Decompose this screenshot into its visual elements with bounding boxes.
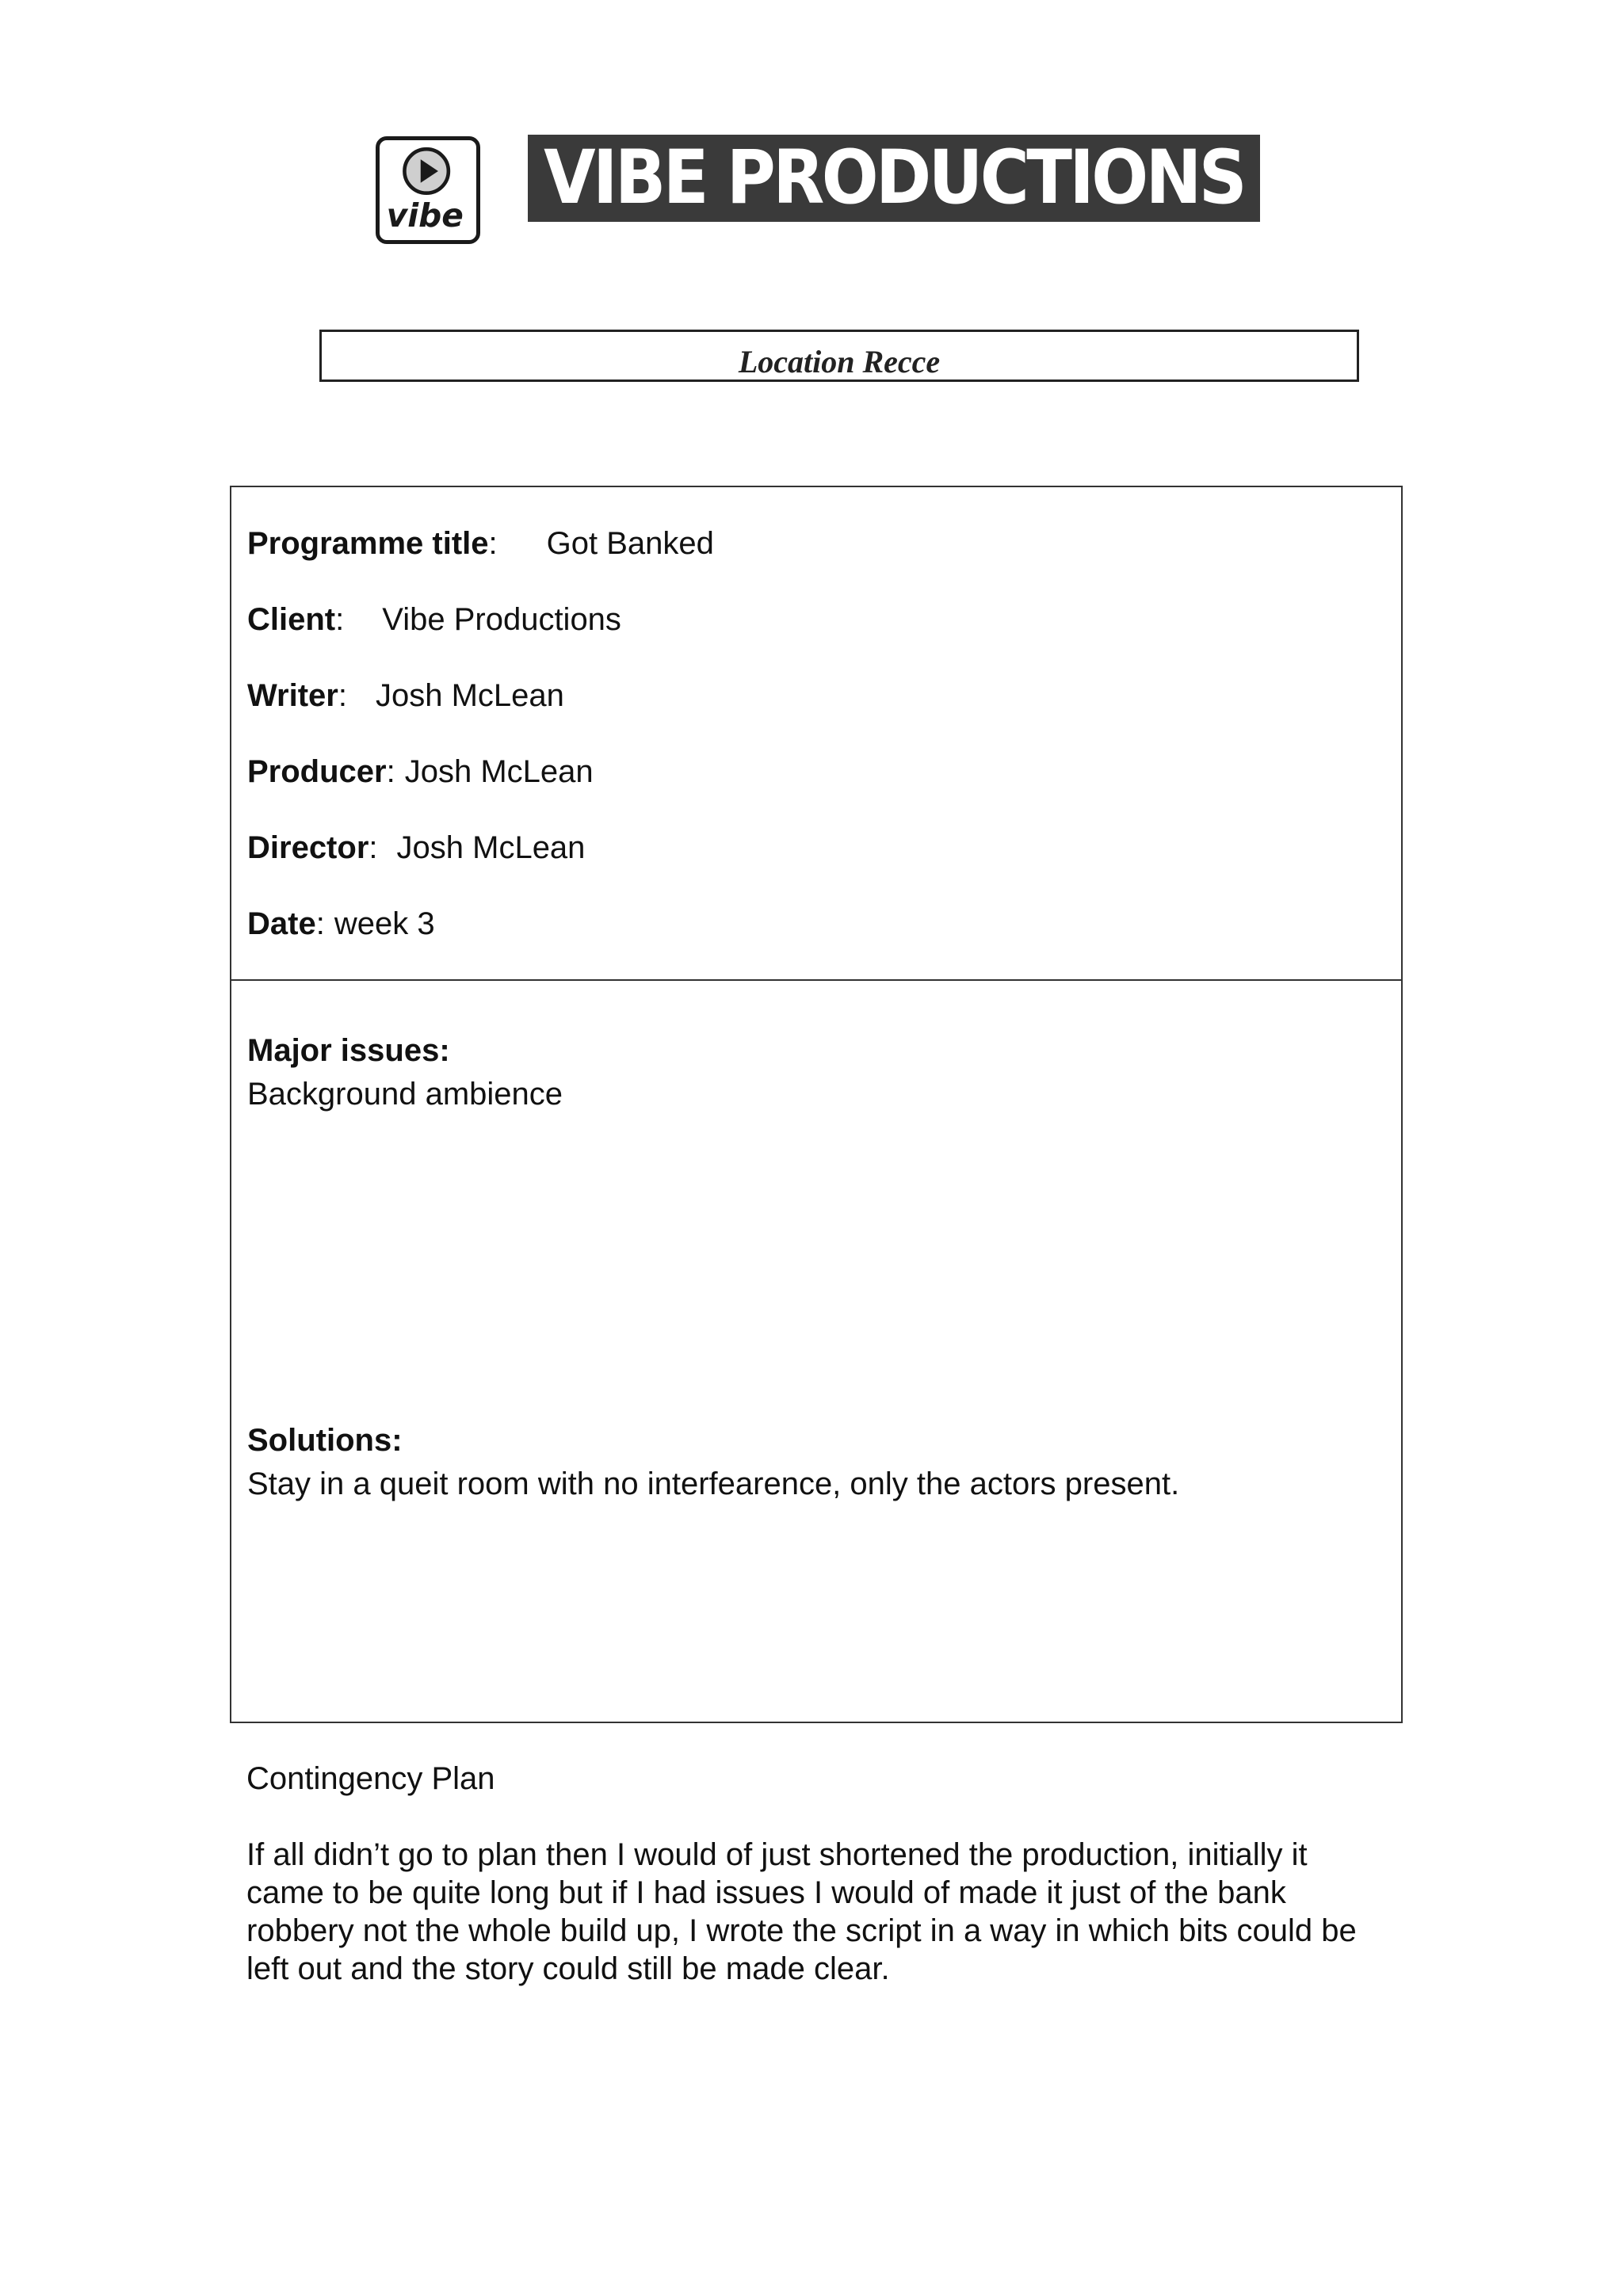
contingency-text: If all didn’t go to plan then I would of just shortened the production, initially it came to be quite long but if I had issues I would of made it just of the bank robbery not the whole build up, I wrote the script in a way in which bits could be left out and the story could still be made clear. xyxy=(246,1837,1357,1986)
director-label: Director xyxy=(247,830,369,865)
major-issues-text: Background ambience xyxy=(247,1077,563,1112)
programme-title-label: Programme title xyxy=(247,526,489,561)
writer-row xyxy=(247,677,564,715)
programme-title-value: Got Banked xyxy=(546,526,714,561)
producer-row xyxy=(247,753,594,791)
date-row xyxy=(247,905,435,943)
title-box xyxy=(319,330,1359,382)
document-title: Location Recce xyxy=(738,344,941,379)
director-row xyxy=(247,829,585,867)
play-icon xyxy=(380,140,476,240)
vibe-logo-banner xyxy=(528,135,1260,222)
major-issues-heading: Major issues: xyxy=(247,1033,450,1068)
producer-label: Producer xyxy=(247,754,387,789)
solutions-text: Stay in a queit room with no interfearence, only the actors present. xyxy=(247,1466,1180,1501)
director-separator: : xyxy=(369,830,378,865)
client-row xyxy=(247,601,621,639)
client-value: Vibe Productions xyxy=(382,602,621,637)
date-label: Date xyxy=(247,906,316,941)
producer-separator: : xyxy=(386,754,395,789)
client-separator: : xyxy=(335,602,345,637)
client-label: Client xyxy=(247,602,336,637)
contingency-heading: Contingency Plan xyxy=(246,1761,495,1796)
writer-value: Josh McLean xyxy=(375,678,564,713)
solutions-heading: Solutions: xyxy=(247,1423,403,1458)
date-separator: : xyxy=(315,906,325,941)
vibe-logo-icon xyxy=(376,136,480,244)
logo-icon-text: vibe xyxy=(386,196,464,235)
recce-table xyxy=(230,486,1403,1723)
writer-label: Writer xyxy=(247,678,338,713)
date-value: week 3 xyxy=(334,906,435,941)
producer-value: Josh McLean xyxy=(404,754,594,789)
programme-title-row xyxy=(247,524,714,563)
director-value: Josh McLean xyxy=(396,830,586,865)
writer-separator: : xyxy=(338,678,347,713)
programme-title-separator: : xyxy=(488,526,498,561)
table-divider xyxy=(231,979,1401,981)
logo-banner-text: VIBE PRODUCTIONS xyxy=(544,135,1244,221)
